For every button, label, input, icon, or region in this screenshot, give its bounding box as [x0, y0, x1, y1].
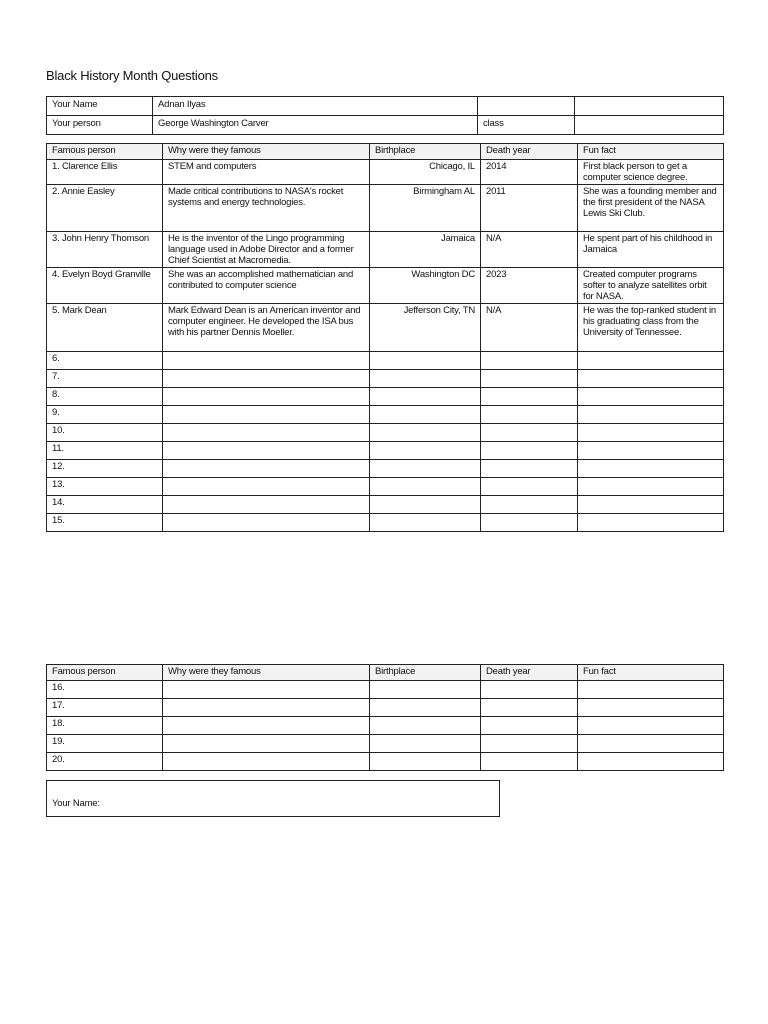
- row-number-cell[interactable]: 16.: [47, 681, 163, 699]
- info-row-name: [47, 97, 724, 116]
- why-cell[interactable]: [163, 753, 370, 771]
- death-year-cell[interactable]: [481, 370, 578, 388]
- death-year-cell[interactable]: 2023: [481, 268, 578, 304]
- table-row-empty: [47, 460, 724, 478]
- table-header-row: [47, 144, 724, 160]
- row-number-cell[interactable]: 12.: [47, 460, 163, 478]
- death-year-cell[interactable]: [481, 406, 578, 424]
- row-number-cell[interactable]: 15.: [47, 514, 163, 532]
- birthplace-cell[interactable]: [370, 370, 481, 388]
- birthplace-cell[interactable]: [370, 753, 481, 771]
- why-cell[interactable]: [163, 370, 370, 388]
- why-cell[interactable]: [163, 681, 370, 699]
- header-birthplace: Birthplace: [370, 665, 481, 681]
- fun-fact-cell[interactable]: [578, 478, 724, 496]
- death-year-cell[interactable]: N/A: [481, 232, 578, 268]
- why-cell[interactable]: [163, 514, 370, 532]
- row-number-cell[interactable]: 9.: [47, 406, 163, 424]
- death-year-cell[interactable]: [481, 514, 578, 532]
- why-cell[interactable]: Mark Edward Dean is an American inventor and computer engineer. He developed the ISA bus with his partner Dennis Moeller.: [163, 304, 370, 352]
- fun-fact-cell[interactable]: He was the top-ranked student in his graduating class from the University of Tennessee.: [578, 304, 724, 352]
- why-cell[interactable]: [163, 717, 370, 735]
- fun-fact-cell[interactable]: [578, 442, 724, 460]
- blank-cell[interactable]: [575, 97, 724, 116]
- header-famous-person: Famous person: [47, 665, 163, 681]
- row-number-cell[interactable]: 14.: [47, 496, 163, 514]
- why-cell[interactable]: [163, 388, 370, 406]
- death-year-cell[interactable]: [481, 496, 578, 514]
- table-row-empty: [47, 717, 724, 735]
- table-row-empty: [47, 478, 724, 496]
- birthplace-cell[interactable]: [370, 699, 481, 717]
- row-number-cell[interactable]: 11.: [47, 442, 163, 460]
- table-row-empty: [47, 681, 724, 699]
- birthplace-cell[interactable]: [370, 388, 481, 406]
- death-year-cell[interactable]: [481, 717, 578, 735]
- why-cell[interactable]: [163, 424, 370, 442]
- person-cell[interactable]: 4. Evelyn Boyd Granville: [47, 268, 163, 304]
- table-row-empty: [47, 514, 724, 532]
- name-value-cell[interactable]: Adnan Ilyas: [153, 97, 478, 116]
- person-cell[interactable]: 2. Annie Easley: [47, 185, 163, 232]
- death-year-cell[interactable]: [481, 442, 578, 460]
- birthplace-cell[interactable]: [370, 352, 481, 370]
- birthplace-cell[interactable]: [370, 717, 481, 735]
- class-value-cell[interactable]: [575, 116, 724, 135]
- class-label: class: [478, 116, 575, 135]
- header-why-famous: Why were they famous: [163, 665, 370, 681]
- fun-fact-cell[interactable]: First black person to get a computer science degree.: [578, 160, 724, 185]
- birthplace-cell[interactable]: Chicago, IL: [370, 160, 481, 185]
- name-label: Your Name: [47, 97, 153, 116]
- person-cell[interactable]: 5. Mark Dean: [47, 304, 163, 352]
- table-row-empty: [47, 388, 724, 406]
- death-year-cell[interactable]: [481, 352, 578, 370]
- birthplace-cell[interactable]: [370, 460, 481, 478]
- row-number-cell[interactable]: 20.: [47, 753, 163, 771]
- page-title: Black History Month Questions: [46, 68, 218, 83]
- table-row: [47, 160, 724, 185]
- fun-fact-cell[interactable]: [578, 735, 724, 753]
- fun-fact-cell[interactable]: [578, 460, 724, 478]
- fun-fact-cell[interactable]: [578, 388, 724, 406]
- student-info-table: [46, 96, 724, 135]
- table-row-empty: [47, 442, 724, 460]
- birthplace-cell[interactable]: Washington DC: [370, 268, 481, 304]
- why-cell[interactable]: [163, 406, 370, 424]
- table-row: [47, 185, 724, 232]
- your-name-label: Your Name:: [52, 798, 100, 809]
- birthplace-cell[interactable]: [370, 735, 481, 753]
- birthplace-cell[interactable]: [370, 514, 481, 532]
- person-cell[interactable]: 3. John Henry Thomson: [47, 232, 163, 268]
- birthplace-cell[interactable]: Birmingham AL: [370, 185, 481, 232]
- why-cell[interactable]: [163, 442, 370, 460]
- row-number-cell[interactable]: 13.: [47, 478, 163, 496]
- info-row-person: [47, 116, 724, 135]
- fun-fact-cell[interactable]: [578, 496, 724, 514]
- header-why-famous: Why were they famous: [163, 144, 370, 160]
- row-number-cell[interactable]: 8.: [47, 388, 163, 406]
- why-cell[interactable]: He is the inventor of the Lingo programming language used in Adobe Director and a former Chief Scientist at Macromedia.: [163, 232, 370, 268]
- fun-fact-cell[interactable]: [578, 370, 724, 388]
- table-header-row: [47, 665, 724, 681]
- row-number-cell[interactable]: 7.: [47, 370, 163, 388]
- fun-fact-cell[interactable]: He spent part of his childhood in Jamaica: [578, 232, 724, 268]
- header-fun-fact: Fun fact: [578, 665, 724, 681]
- why-cell[interactable]: [163, 699, 370, 717]
- death-year-cell[interactable]: [481, 460, 578, 478]
- table-row-empty: [47, 735, 724, 753]
- why-cell[interactable]: Made critical contributions to NASA's rocket systems and energy technologies.: [163, 185, 370, 232]
- fun-fact-cell[interactable]: [578, 406, 724, 424]
- table-row-empty: [47, 699, 724, 717]
- table-row-empty: [47, 370, 724, 388]
- death-year-cell[interactable]: [481, 681, 578, 699]
- birthplace-cell[interactable]: [370, 478, 481, 496]
- row-number-cell[interactable]: 10.: [47, 424, 163, 442]
- why-cell[interactable]: [163, 735, 370, 753]
- why-cell[interactable]: She was an accomplished mathematician and contributed to computer science: [163, 268, 370, 304]
- death-year-cell[interactable]: 2014: [481, 160, 578, 185]
- your-name-box[interactable]: [46, 780, 500, 817]
- death-year-cell[interactable]: N/A: [481, 304, 578, 352]
- fun-fact-cell[interactable]: [578, 753, 724, 771]
- death-year-cell[interactable]: 2011: [481, 185, 578, 232]
- fun-fact-cell[interactable]: [578, 352, 724, 370]
- birthplace-cell[interactable]: [370, 496, 481, 514]
- fun-fact-cell[interactable]: [578, 514, 724, 532]
- death-year-cell[interactable]: [481, 388, 578, 406]
- table-row-empty: [47, 753, 724, 771]
- why-cell[interactable]: [163, 460, 370, 478]
- fun-fact-cell[interactable]: [578, 424, 724, 442]
- fun-fact-cell[interactable]: [578, 699, 724, 717]
- birthplace-cell[interactable]: [370, 406, 481, 424]
- table-row-empty: [47, 424, 724, 442]
- death-year-cell[interactable]: [481, 753, 578, 771]
- header-birthplace: Birthplace: [370, 144, 481, 160]
- death-year-cell[interactable]: [481, 699, 578, 717]
- table-row-empty: [47, 406, 724, 424]
- table-row: [47, 232, 724, 268]
- row-number-cell[interactable]: 19.: [47, 735, 163, 753]
- famous-people-table: [46, 143, 724, 532]
- person-label: Your person: [47, 116, 153, 135]
- birthplace-cell[interactable]: [370, 424, 481, 442]
- row-number-cell[interactable]: 17.: [47, 699, 163, 717]
- row-number-cell[interactable]: 6.: [47, 352, 163, 370]
- header-death-year: Death year: [481, 665, 578, 681]
- header-famous-person: Famous person: [47, 144, 163, 160]
- fun-fact-cell[interactable]: She was a founding member and the first president of the NASA Lewis Ski Club.: [578, 185, 724, 232]
- why-cell[interactable]: [163, 478, 370, 496]
- table-row: [47, 304, 724, 352]
- death-year-cell[interactable]: [481, 478, 578, 496]
- blank-cell[interactable]: [478, 97, 575, 116]
- fun-fact-cell[interactable]: Created computer programs softer to analyze satellites orbit for NASA.: [578, 268, 724, 304]
- person-value-cell[interactable]: George Washington Carver: [153, 116, 478, 135]
- why-cell[interactable]: [163, 496, 370, 514]
- person-cell[interactable]: 1. Clarence Ellis: [47, 160, 163, 185]
- death-year-cell[interactable]: [481, 735, 578, 753]
- why-cell[interactable]: [163, 352, 370, 370]
- why-cell[interactable]: STEM and computers: [163, 160, 370, 185]
- table-row: [47, 268, 724, 304]
- birthplace-cell[interactable]: [370, 681, 481, 699]
- birthplace-cell[interactable]: [370, 442, 481, 460]
- famous-people-table-continued: [46, 664, 724, 771]
- header-fun-fact: Fun fact: [578, 144, 724, 160]
- header-death-year: Death year: [481, 144, 578, 160]
- table-row-empty: [47, 496, 724, 514]
- death-year-cell[interactable]: [481, 424, 578, 442]
- birthplace-cell[interactable]: Jefferson City, TN: [370, 304, 481, 352]
- fun-fact-cell[interactable]: [578, 681, 724, 699]
- row-number-cell[interactable]: 18.: [47, 717, 163, 735]
- table-row-empty: [47, 352, 724, 370]
- fun-fact-cell[interactable]: [578, 717, 724, 735]
- birthplace-cell[interactable]: Jamaica: [370, 232, 481, 268]
